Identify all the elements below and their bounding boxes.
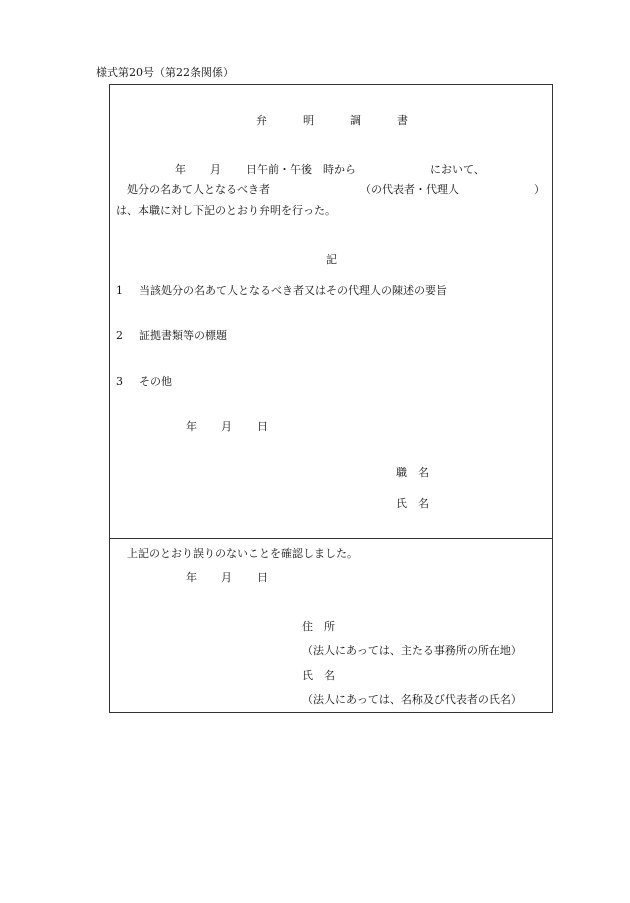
confirmation-month: 月 (221, 571, 232, 584)
item-2-number: 2 (116, 329, 123, 342)
official-title-label: 職 名 (396, 466, 429, 479)
intro-location-suffix: において、 (430, 163, 485, 176)
intro-day-time: 日午前・午後 時から (246, 163, 356, 176)
official-name-label: 氏 名 (396, 497, 429, 510)
name-note: （法人にあっては、名称及び代表者の氏名） (302, 693, 522, 706)
form-frame (109, 84, 553, 713)
title-char-3: 調 (350, 114, 361, 127)
title-char-1: 弁 (256, 114, 267, 127)
item-1-number: 1 (116, 284, 123, 297)
date-year: 年 (186, 420, 197, 433)
intro-month: 月 (210, 163, 221, 176)
confirmation-statement: 上記のとおり誤りのないことを確認しました。 (127, 547, 358, 560)
address-note: （法人にあっては、主たる事務所の所在地） (302, 644, 522, 657)
record-heading: 記 (326, 253, 337, 266)
intro-representative: （の代表者・代理人 (360, 183, 459, 196)
item-3-number: 3 (116, 375, 123, 388)
item-3-text: その他 (139, 375, 172, 388)
confirmation-name-label: 氏 名 (302, 669, 335, 682)
form-number: 様式第20号（第22条関係） (96, 66, 234, 79)
confirmation-day: 日 (257, 571, 268, 584)
intro-statement: は、本職に対し下記のとおり弁明を行った。 (116, 204, 336, 217)
item-1-text: 当該処分の名あて人となるべき者又はその代理人の陳述の要旨 (139, 284, 447, 297)
date-day: 日 (257, 420, 268, 433)
title-char-2: 明 (303, 114, 314, 127)
confirmation-year: 年 (186, 571, 197, 584)
section-divider (109, 538, 553, 539)
intro-addressee: 処分の名あて人となるべき者 (127, 183, 270, 196)
item-2-text: 証拠書類等の標題 (139, 329, 227, 342)
address-label: 住 所 (302, 620, 335, 633)
date-month: 月 (221, 420, 232, 433)
intro-year: 年 (175, 163, 186, 176)
intro-close-paren: ） (534, 183, 545, 196)
title-char-4: 書 (397, 114, 408, 127)
